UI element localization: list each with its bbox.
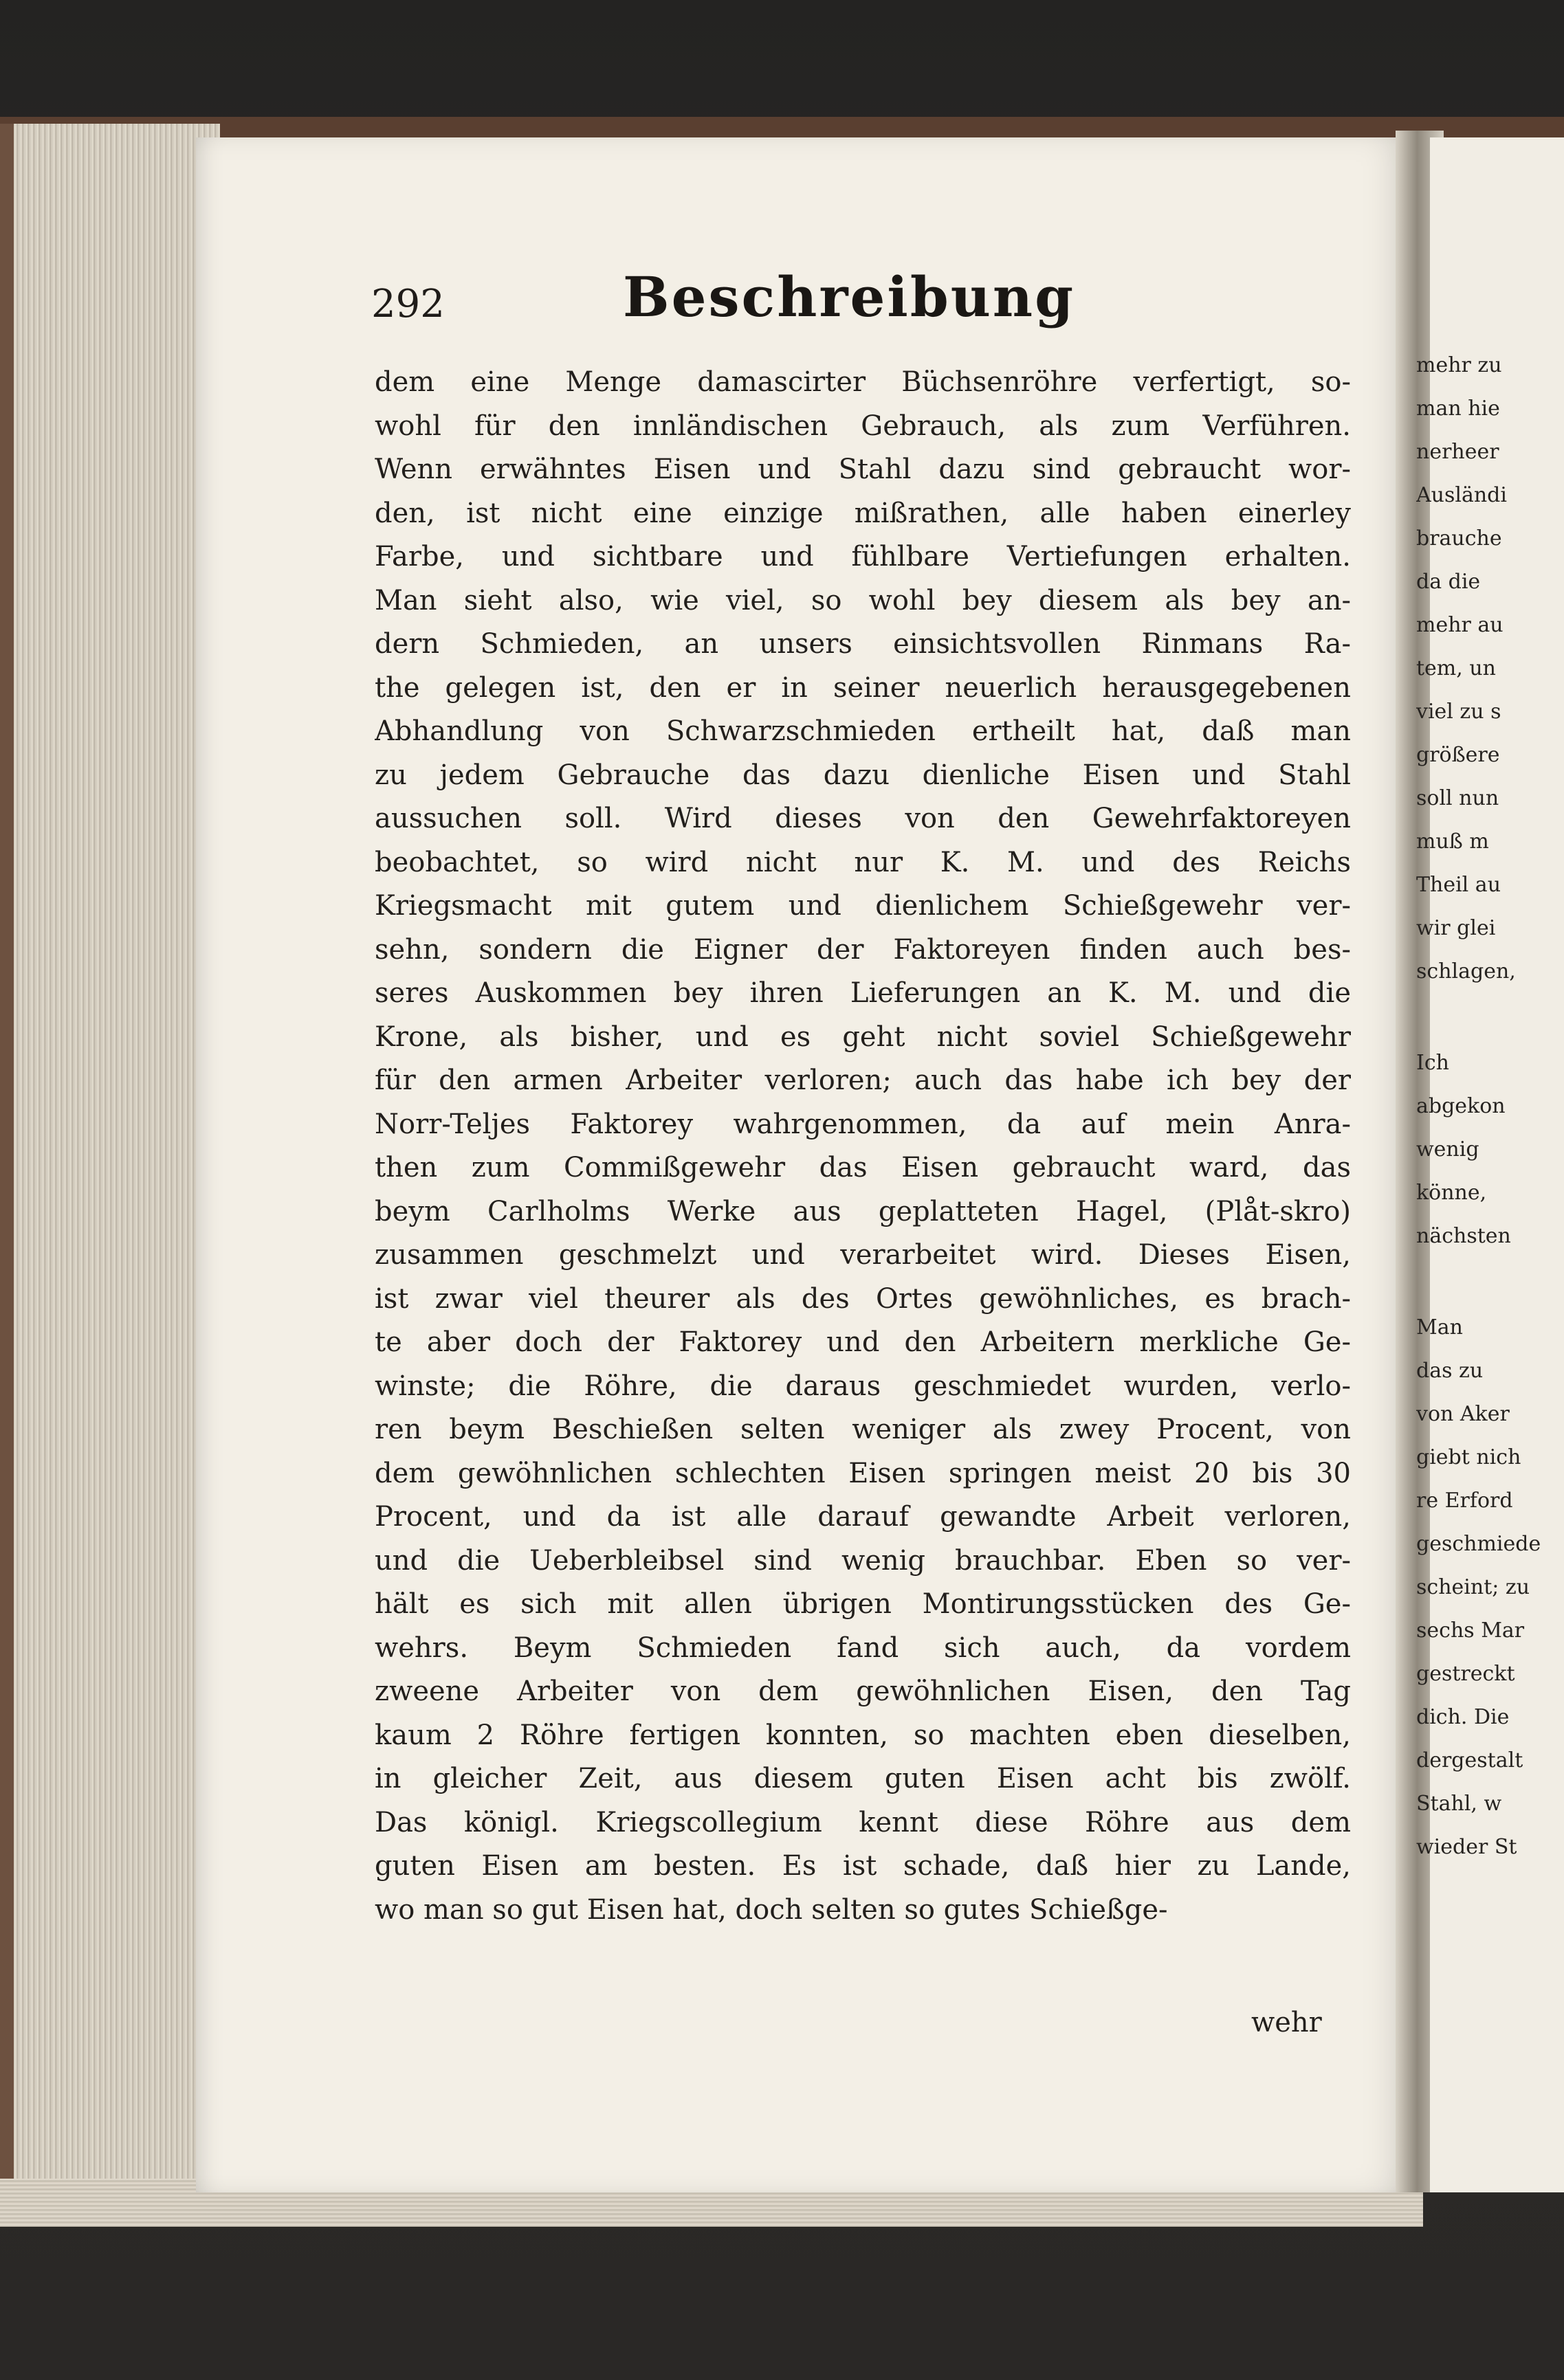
facing-text-fragment: man hie [1416,397,1500,421]
text-line: Man sieht also, wie viel, so wohl bey diesem als bey an- [375,584,1351,616]
text-line: wo man so gut Eisen hat, doch selten so gutes Schießge- [375,1893,1168,1926]
text-line: zusammen geschmelzt und verarbeitet wird. Dieses Eisen, [375,1239,1351,1271]
facing-text-fragment: dergestalt [1416,1748,1523,1772]
facing-text-fragment: abgekon [1416,1094,1506,1118]
facing-text-fragment: Man [1416,1315,1463,1339]
facing-text-fragment: Ausländi [1416,483,1507,507]
text-line: then zum Commißgewehr das Eisen gebraucht ward, das [375,1152,1351,1183]
text-line: für den armen Arbeiter verloren; auch das habe ich bey der [375,1065,1351,1096]
facing-text-fragment: sechs Mar [1416,1619,1525,1643]
facing-text-fragment: brauche [1416,526,1502,550]
text-line: in gleicher Zeit, aus diesem guten Eisen acht bis zwölf. [375,1763,1351,1794]
facing-text-fragment: tem, un [1416,656,1496,680]
facing-text-fragment: dich. Die [1416,1705,1510,1729]
text-line: ist zwar viel theurer als des Ortes gewöhnliches, es brach- [375,1282,1351,1315]
facing-text-fragment: von Aker [1416,1402,1510,1426]
facing-text-fragment: giebt nich [1416,1445,1521,1469]
facing-text-fragment: schlagen, [1416,959,1516,983]
text-line: dem eine Menge damascirter Büchsenröhre verfertigt, so- [375,366,1351,398]
facing-text-fragment: Ich [1416,1051,1449,1075]
text-line: seres Auskommen bey ihren Lieferungen an K. M. und die [375,977,1351,1009]
text-line: Kriegsmacht mit gutem und dienlichem Schießgewehr ver- [375,890,1351,922]
facing-text-fragment: viel zu s [1416,700,1501,724]
facing-text-fragment: wieder St [1416,1835,1517,1859]
facing-text-fragment: re Erford [1416,1489,1513,1513]
text-line: Wenn erwähntes Eisen und Stahl dazu sind gebraucht wor- [375,454,1351,485]
text-line: zweene Arbeiter von dem gewöhnlichen Eisen, den Tag [375,1676,1351,1707]
text-line: Krone, als bisher, und es geht nicht soviel Schießgewehr [375,1021,1351,1053]
facing-text-fragment: nächsten [1416,1224,1511,1248]
text-line: beym Carlholms Werke aus geplatteten Hagel, (Plåt-skro) [375,1195,1351,1227]
facing-text-fragment: das zu [1416,1359,1484,1383]
text-line: Procent, und da ist alle darauf gewandte Arbeit verloren, [375,1501,1351,1533]
facing-text-fragment: scheint; zu [1416,1575,1530,1599]
facing-text-fragment: nerheer [1416,440,1499,464]
text-line: ren beym Beschießen selten weniger als zwey Procent, von [375,1414,1351,1445]
text-line: wohl für den innländischen Gebrauch, als zum Verführen. [375,410,1351,442]
facing-text-fragment: mehr zu [1416,353,1502,377]
facing-text-fragment: könne, [1416,1181,1487,1205]
text-line: winste; die Röhre, die daraus geschmiedet wurden, verlo- [375,1370,1351,1402]
text-line: den, ist nicht eine einzige mißrathen, alle haben einerley [375,497,1351,529]
page-number: 292 [371,282,445,326]
facing-text-fragment: mehr au [1416,613,1504,637]
facing-text-fragment: gestreckt [1416,1662,1515,1686]
text-line: zu jedem Gebrauche das dazu dienliche Eisen und Stahl [375,759,1351,791]
book-page-edges-left [0,124,220,2192]
text-line: beobachtet, so wird nicht nur K. M. und des Reichs [375,846,1351,878]
text-line: the gelegen ist, den er in seiner neuerlich herausgegebenen [375,671,1351,704]
catchword: wehr [1251,2007,1322,2038]
text-line: guten Eisen am besten. Es ist schade, daß hier zu Lande, [375,1850,1351,1882]
text-line: Abhandlung von Schwarzschmieden ertheilt hat, daß man [375,715,1351,747]
facing-text-fragment: muß m [1416,830,1489,854]
text-line: kaum 2 Röhre fertigen konnten, so machten eben dieselben, [375,1719,1351,1751]
facing-text-fragment: geschmiede [1416,1532,1541,1556]
paragraph-gap [1416,1258,1561,1306]
text-line: Das königl. Kriegscollegium kennt diese Röhre aus dem [375,1806,1351,1838]
facing-page-text [1416,344,1561,1869]
text-line: Norr-Teljes Faktorey wahrgenommen, da auf mein Anra- [375,1108,1351,1140]
facing-text-fragment: Stahl, w [1416,1792,1502,1816]
facing-text-fragment: soll nun [1416,786,1499,810]
text-line: dem gewöhnlichen schlechten Eisen springen meist 20 bis 30 [375,1457,1351,1489]
body-text [375,361,1351,1932]
facing-text-fragment: da die [1416,570,1481,594]
text-line: Farbe, und sichtbare und fühlbare Vertiefungen erhalten. [375,541,1351,572]
text-line: te aber doch der Faktorey und den Arbeitern merkliche Ge- [375,1326,1351,1358]
facing-text-fragment: wir glei [1416,916,1496,940]
text-line: und die Ueberbleibsel sind wenig brauchbar. Eben so ver- [375,1544,1351,1577]
text-line: dern Schmieden, an unsers einsichtsvollen Rinmans Ra- [375,628,1351,660]
facing-text-fragment: größere [1416,743,1500,767]
text-line: hält es sich mit allen übrigen Montirungsstücken des Ge- [375,1588,1351,1620]
facing-text-fragment: Theil au [1416,873,1501,897]
facing-text-fragment: wenig [1416,1137,1479,1161]
text-line: wehrs. Beym Schmieden fand sich auch, da vordem [375,1632,1351,1664]
running-head: Beschreibung [622,265,1076,329]
text-line: sehn, sondern die Eigner der Faktoreyen finden auch bes- [375,933,1351,966]
text-line: aussuchen soll. Wird dieses von den Gewehrfaktoreyen [375,803,1351,834]
paragraph-gap [1416,993,1561,1041]
